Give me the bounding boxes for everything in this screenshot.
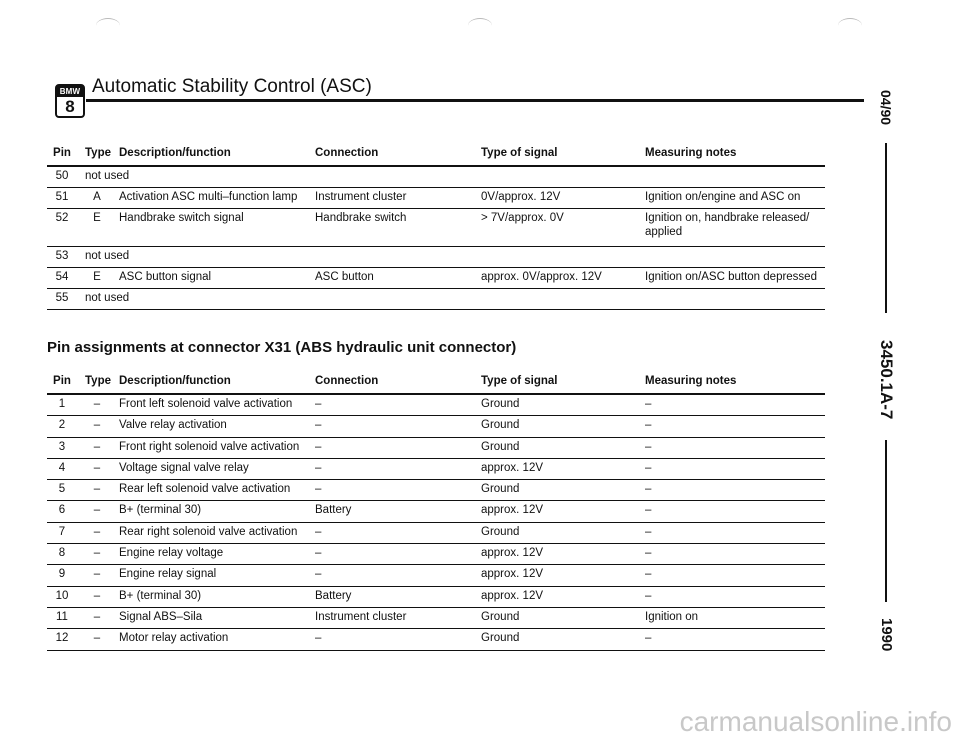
col-signal: Type of signal (481, 375, 558, 387)
side-divider (885, 440, 887, 602)
cell-connection: Instrument cluster (315, 610, 407, 623)
cell-connection: Instrument cluster (315, 191, 407, 203)
cell-type: – (93, 440, 101, 453)
cell-description: Signal ABS–Sila (119, 610, 203, 623)
cell-type: – (93, 504, 101, 517)
table-row (47, 544, 825, 565)
cell-pin: 53 (55, 250, 69, 262)
cell-connection: Battery (315, 589, 352, 602)
cell-pin: 50 (55, 170, 69, 182)
cell-type: not used (85, 250, 130, 262)
watermark: carmanualsonline.info (679, 706, 952, 737)
table-row (47, 587, 825, 608)
cell-signal: approx. 12V (481, 504, 544, 517)
cell-connection: – (315, 632, 322, 645)
cell-connection: – (315, 440, 322, 453)
header-rule (86, 99, 864, 102)
cell-pin: 8 (58, 547, 66, 560)
cell-description: Engine relay signal (119, 568, 217, 581)
cell-pin: 11 (56, 610, 68, 623)
table-row (47, 459, 825, 480)
cell-connection: – (315, 483, 322, 496)
pin-table-x31 (47, 375, 825, 651)
logo-brand: BMW (57, 86, 83, 97)
cell-signal: Ground (481, 610, 520, 623)
side-year: 1990 (878, 618, 895, 652)
page-title: Automatic Stability Control (ASC) (92, 76, 372, 97)
cell-description: Front left solenoid valve activation (119, 398, 293, 410)
table-row (47, 188, 825, 209)
cell-signal: approx. 12V (481, 568, 544, 581)
cell-type: – (93, 632, 101, 645)
cell-notes: – (645, 547, 652, 560)
cell-pin: 9 (58, 568, 66, 581)
table-row (47, 523, 825, 544)
cell-connection: ASC button (315, 271, 374, 283)
cell-type: not used (85, 292, 130, 304)
cell-pin: 5 (58, 483, 66, 496)
cell-notes: – (645, 568, 652, 581)
cell-notes: – (645, 504, 652, 517)
cell-description: Engine relay voltage (119, 547, 224, 560)
cell-signal: Ground (481, 632, 520, 645)
col-description: Description/function (119, 375, 231, 387)
table-row (47, 438, 825, 459)
cell-signal: 0V/approx. 12V (481, 191, 561, 203)
cell-notes: Ignition on (645, 610, 699, 623)
table-row (47, 565, 825, 586)
cell-description: ASC button signal (119, 271, 212, 283)
cell-notes: – (645, 589, 652, 602)
cell-pin: 3 (58, 440, 66, 453)
cell-type: – (93, 398, 101, 410)
cell-notes: Ignition on/engine and ASC on (645, 191, 801, 203)
cell-description: Handbrake switch signal (119, 212, 244, 224)
table-row (47, 268, 825, 289)
table-row (47, 608, 825, 629)
cell-pin: 4 (58, 461, 66, 474)
cell-signal: > 7V/approx. 0V (481, 212, 564, 224)
cell-signal: Ground (481, 440, 520, 453)
cell-description: B+ (terminal 30) (119, 504, 202, 517)
scan-mark (96, 18, 120, 33)
cell-pin: 55 (55, 292, 69, 304)
col-pin: Pin (53, 375, 71, 387)
cell-connection: – (315, 525, 322, 538)
cell-type: – (93, 483, 101, 496)
cell-pin: 10 (55, 589, 69, 602)
cell-type: – (93, 525, 101, 538)
cell-type: – (93, 419, 101, 432)
table-row (47, 480, 825, 501)
cell-notes: – (645, 483, 652, 496)
cell-type: – (93, 461, 101, 474)
cell-description: Motor relay activation (119, 632, 229, 645)
side-section-code: 3450.1A-7 (877, 340, 896, 420)
table-row (47, 209, 825, 247)
cell-type: – (93, 589, 101, 602)
pin-table-asc (47, 147, 825, 310)
side-date: 04/90 (878, 90, 894, 126)
cell-notes: – (645, 440, 652, 453)
cell-description: Rear left solenoid valve activation (119, 483, 291, 496)
cell-pin: 52 (55, 212, 69, 224)
logo-series: 8 (65, 97, 75, 116)
table-row (47, 289, 825, 310)
cell-connection: Handbrake switch (315, 212, 407, 224)
cell-type: – (93, 610, 101, 623)
cell-type: E (93, 271, 101, 283)
table-header (47, 147, 825, 165)
cell-notes-continued: applied (645, 226, 683, 238)
cell-notes: Ignition on, handbrake released/ (645, 212, 810, 224)
col-connection: Connection (315, 147, 379, 159)
table-row (47, 416, 825, 437)
cell-connection: – (315, 461, 322, 474)
cell-connection: Battery (315, 504, 352, 517)
cell-connection: – (315, 568, 322, 581)
col-signal: Type of signal (481, 147, 558, 159)
cell-signal: approx. 12V (481, 589, 544, 602)
col-type: Type (85, 375, 111, 387)
cell-type: not used (85, 170, 130, 182)
cell-pin: 1 (58, 398, 66, 410)
col-notes: Measuring notes (645, 375, 737, 387)
cell-pin: 54 (55, 271, 69, 283)
table-header (47, 375, 825, 393)
col-type: Type (85, 147, 111, 159)
cell-description: Valve relay activation (119, 419, 227, 432)
cell-pin: 2 (58, 419, 66, 432)
cell-notes: – (645, 525, 652, 538)
cell-notes: – (645, 632, 652, 645)
cell-signal: approx. 12V (481, 461, 544, 474)
cell-pin: 7 (58, 525, 66, 538)
table-row (47, 395, 825, 416)
cell-signal: Ground (481, 398, 520, 410)
col-pin: Pin (53, 147, 71, 159)
bmw-logo-icon (55, 84, 85, 118)
cell-connection: – (315, 419, 322, 432)
cell-pin: 12 (55, 632, 69, 645)
cell-notes: – (645, 419, 652, 432)
cell-signal: Ground (481, 525, 520, 538)
cell-signal: Ground (481, 483, 520, 496)
cell-type: – (93, 568, 101, 581)
col-notes: Measuring notes (645, 147, 737, 159)
cell-notes: – (645, 398, 652, 410)
scan-mark (468, 18, 492, 33)
table-row (47, 247, 825, 268)
table-row (47, 167, 825, 188)
cell-description: Voltage signal valve relay (119, 461, 249, 474)
cell-pin: 6 (58, 504, 66, 517)
cell-signal: Ground (481, 419, 520, 432)
side-divider (885, 143, 887, 313)
cell-pin: 51 (55, 191, 69, 203)
cell-type: E (93, 212, 101, 224)
cell-notes: Ignition on/ASC button depressed (645, 271, 817, 283)
cell-description: Rear right solenoid valve activation (119, 525, 298, 538)
cell-type: A (93, 191, 101, 203)
cell-description: Front right solenoid valve activation (119, 440, 300, 453)
section-title: Pin assignments at connector X31 (ABS hydraulic unit connector) (47, 339, 517, 356)
cell-connection: – (315, 398, 322, 410)
cell-description: B+ (terminal 30) (119, 589, 202, 602)
col-description: Description/function (119, 147, 231, 159)
table-row (47, 501, 825, 522)
cell-type: – (93, 547, 101, 560)
scan-mark (838, 18, 862, 33)
cell-signal: approx. 12V (481, 547, 544, 560)
table-row (47, 629, 825, 650)
cell-signal: approx. 0V/approx. 12V (481, 271, 602, 283)
col-connection: Connection (315, 375, 379, 387)
cell-description: Activation ASC multi–function lamp (119, 191, 298, 203)
cell-connection: – (315, 547, 322, 560)
cell-notes: – (645, 461, 652, 474)
